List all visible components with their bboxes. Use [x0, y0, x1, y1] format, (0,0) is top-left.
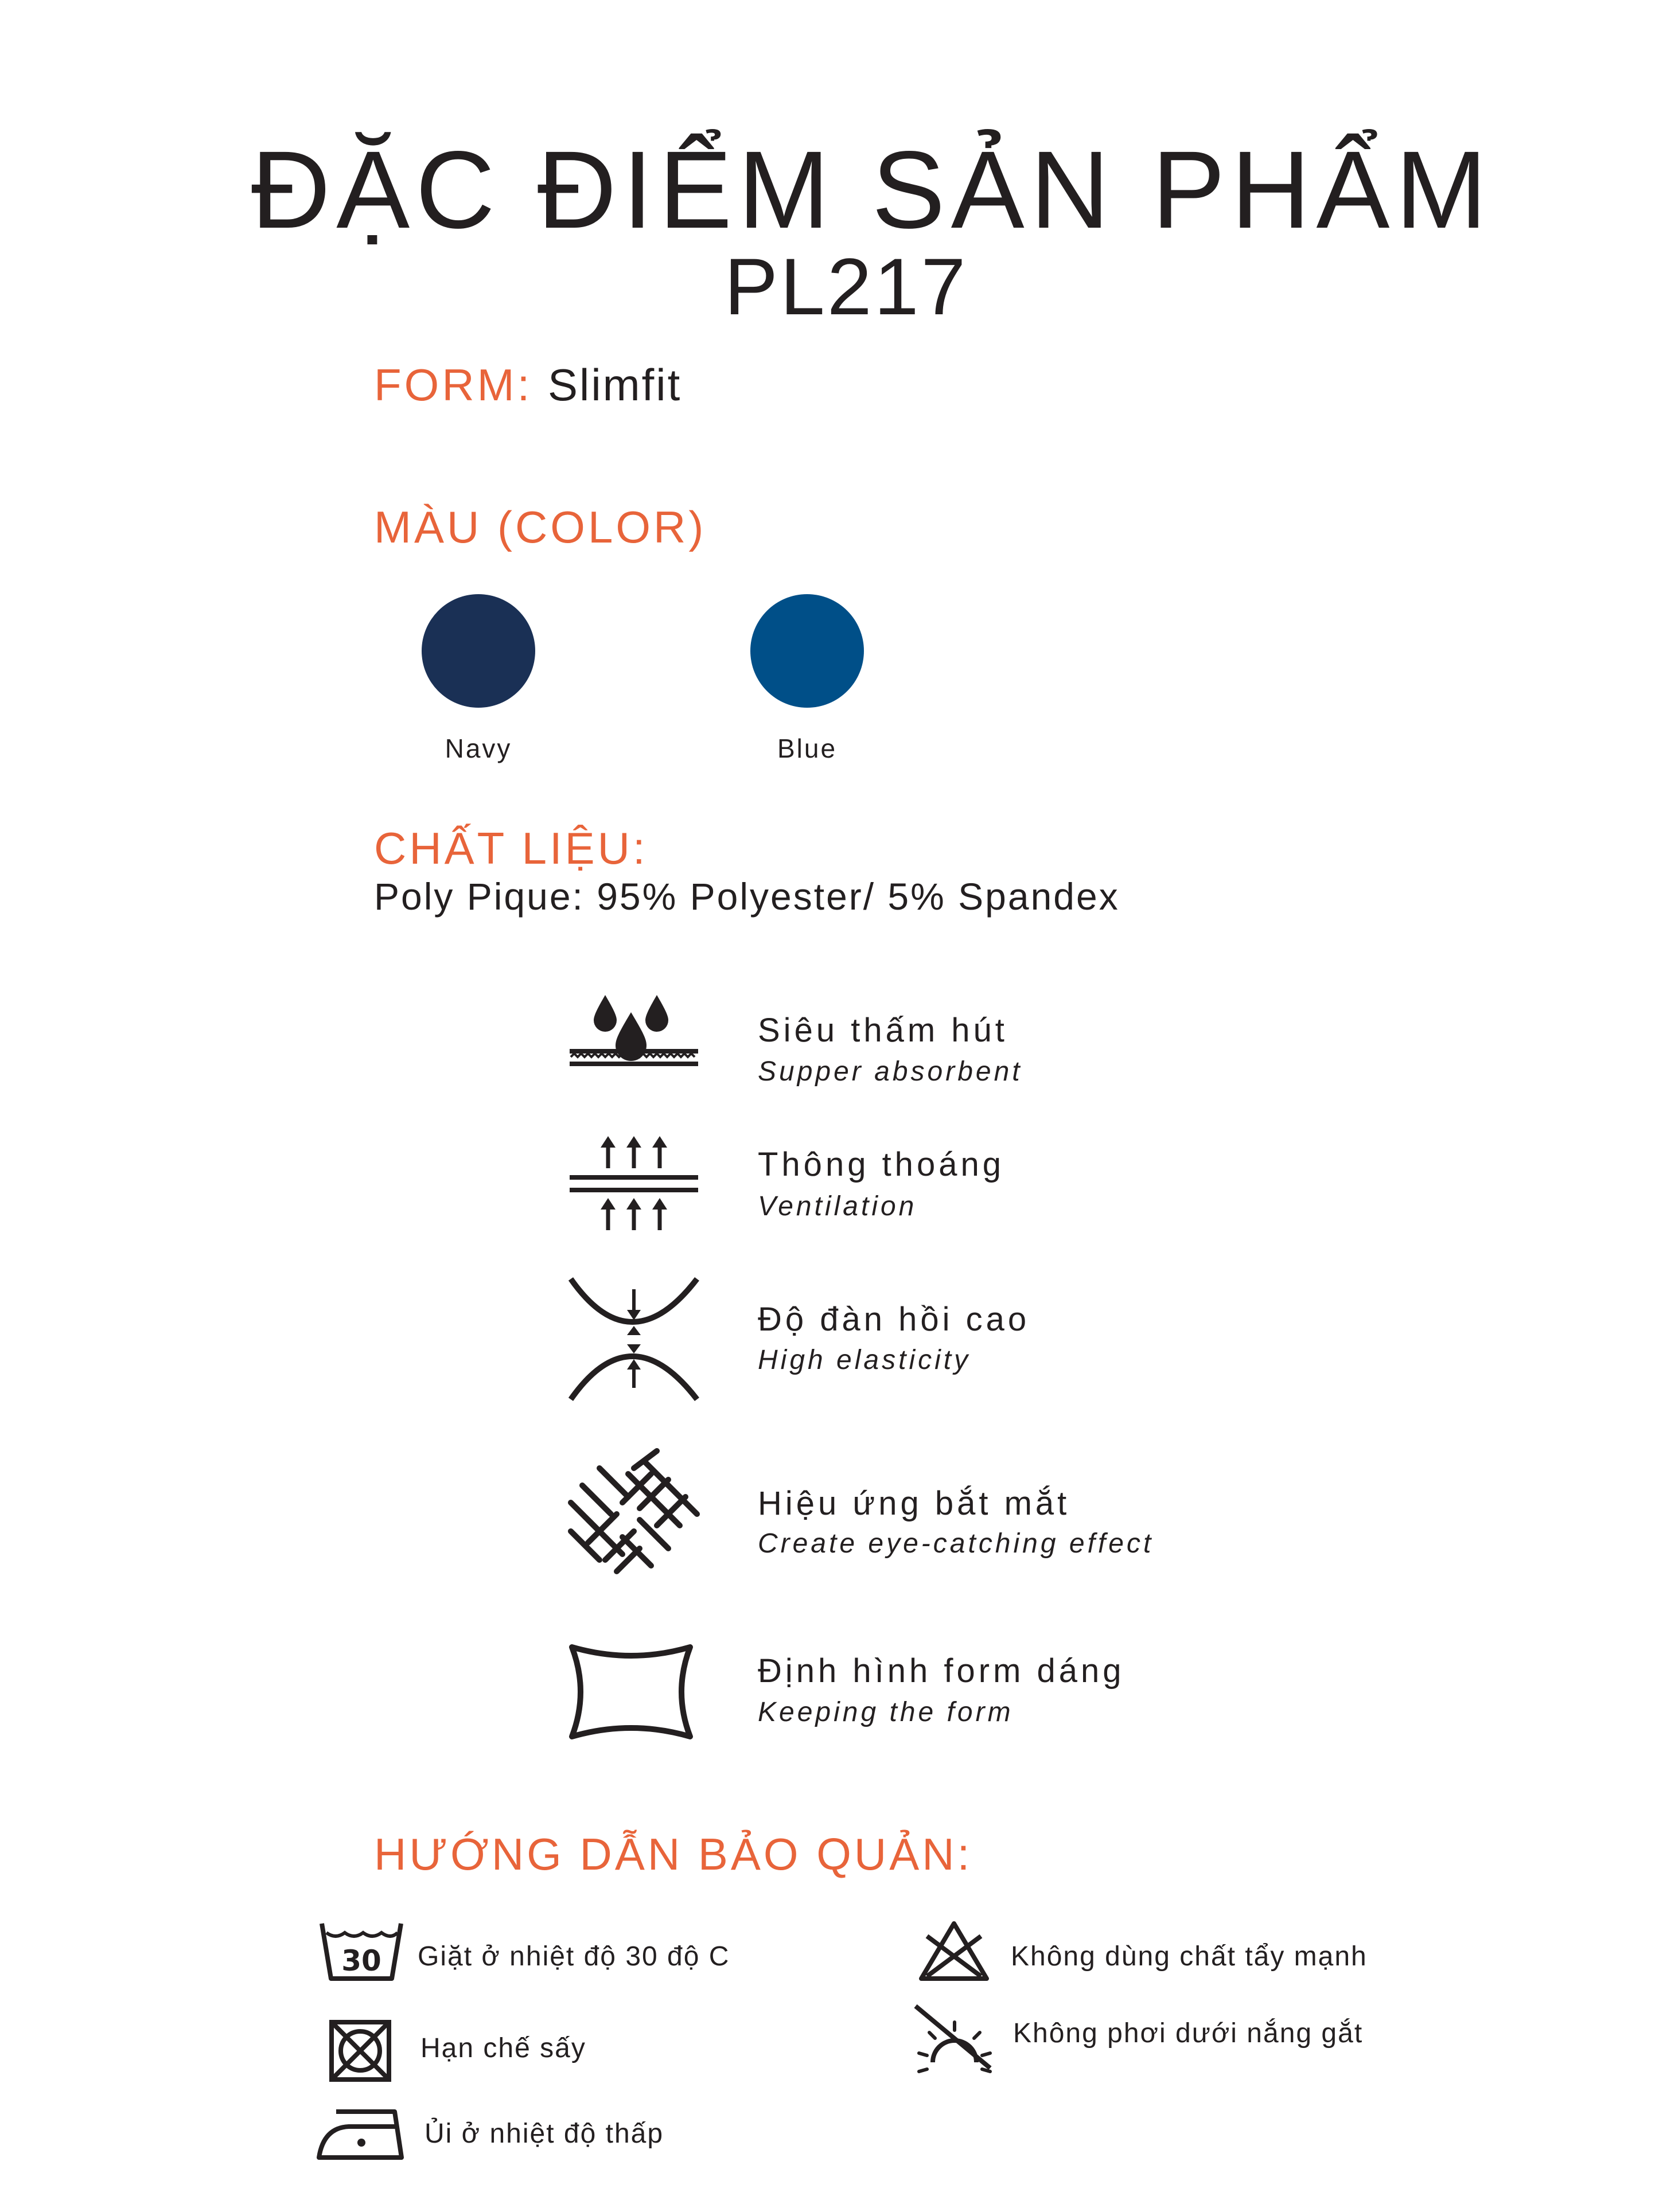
wash-temp-text: 30 — [341, 1944, 381, 1977]
care-label-dry: Hạn chế sấy — [420, 2033, 586, 2063]
feature-subtitle-ventilation: Ventilation — [758, 1191, 917, 1222]
ventilation-icon — [565, 1133, 708, 1236]
feature-title-absorbent: Siêu thấm hút — [758, 1012, 1008, 1049]
swatch-navy — [422, 594, 535, 708]
form-row — [374, 360, 682, 410]
iron-low-icon — [316, 2105, 407, 2162]
form-label: FORM: — [374, 360, 533, 410]
care-heading: HƯỚNG DẪN BẢO QUẢN: — [374, 1829, 973, 1879]
form-value: Slimfit — [547, 360, 682, 410]
feature-subtitle-weave: Create eye-catching effect — [758, 1528, 1154, 1559]
care-label-sun: Không phơi dưới nắng gắt — [1013, 2018, 1364, 2049]
swatch-label-navy: Navy — [445, 734, 512, 763]
wash-30-icon — [318, 1920, 404, 1983]
no-sun-icon — [910, 2000, 996, 2075]
page-title: ĐẶC ĐIỂM SẢN PHẨM — [251, 128, 1493, 251]
care-label-iron: Ủi ở nhiệt độ thấp — [425, 2119, 664, 2149]
feature-title-elasticity: Độ đàn hồi cao — [758, 1301, 1030, 1338]
feature-title-ventilation: Thông thoáng — [758, 1146, 1004, 1183]
feature-title-weave: Hiệu ứng bắt mắt — [758, 1485, 1070, 1522]
swatch-label-blue: Blue — [777, 734, 838, 763]
color-heading: MÀU (COLOR) — [374, 502, 707, 552]
feature-subtitle-absorbent: Supper absorbent — [758, 1056, 1023, 1087]
no-tumble-dry-icon — [328, 2019, 392, 2083]
feature-title-keep-form: Định hình form dáng — [758, 1652, 1125, 1690]
elasticity-icon — [565, 1273, 708, 1405]
feature-subtitle-elasticity: High elasticity — [758, 1345, 971, 1375]
absorbent-icon — [565, 984, 708, 1075]
care-label-bleach: Không dùng chất tẩy mạnh — [1011, 1941, 1368, 1972]
no-bleach-icon — [917, 1919, 991, 1983]
product-code: PL217 — [724, 241, 968, 331]
care-label-wash: Giặt ở nhiệt độ 30 độ C — [418, 1941, 730, 1972]
keep-form-icon — [565, 1640, 697, 1743]
feature-subtitle-keep-form: Keeping the form — [758, 1697, 1014, 1727]
material-heading: CHẤT LIỆU: — [374, 823, 648, 873]
weave-icon — [565, 1457, 703, 1583]
swatch-blue — [750, 594, 864, 708]
material-value: Poly Pique: 95% Polyester/ 5% Spandex — [374, 875, 1120, 918]
